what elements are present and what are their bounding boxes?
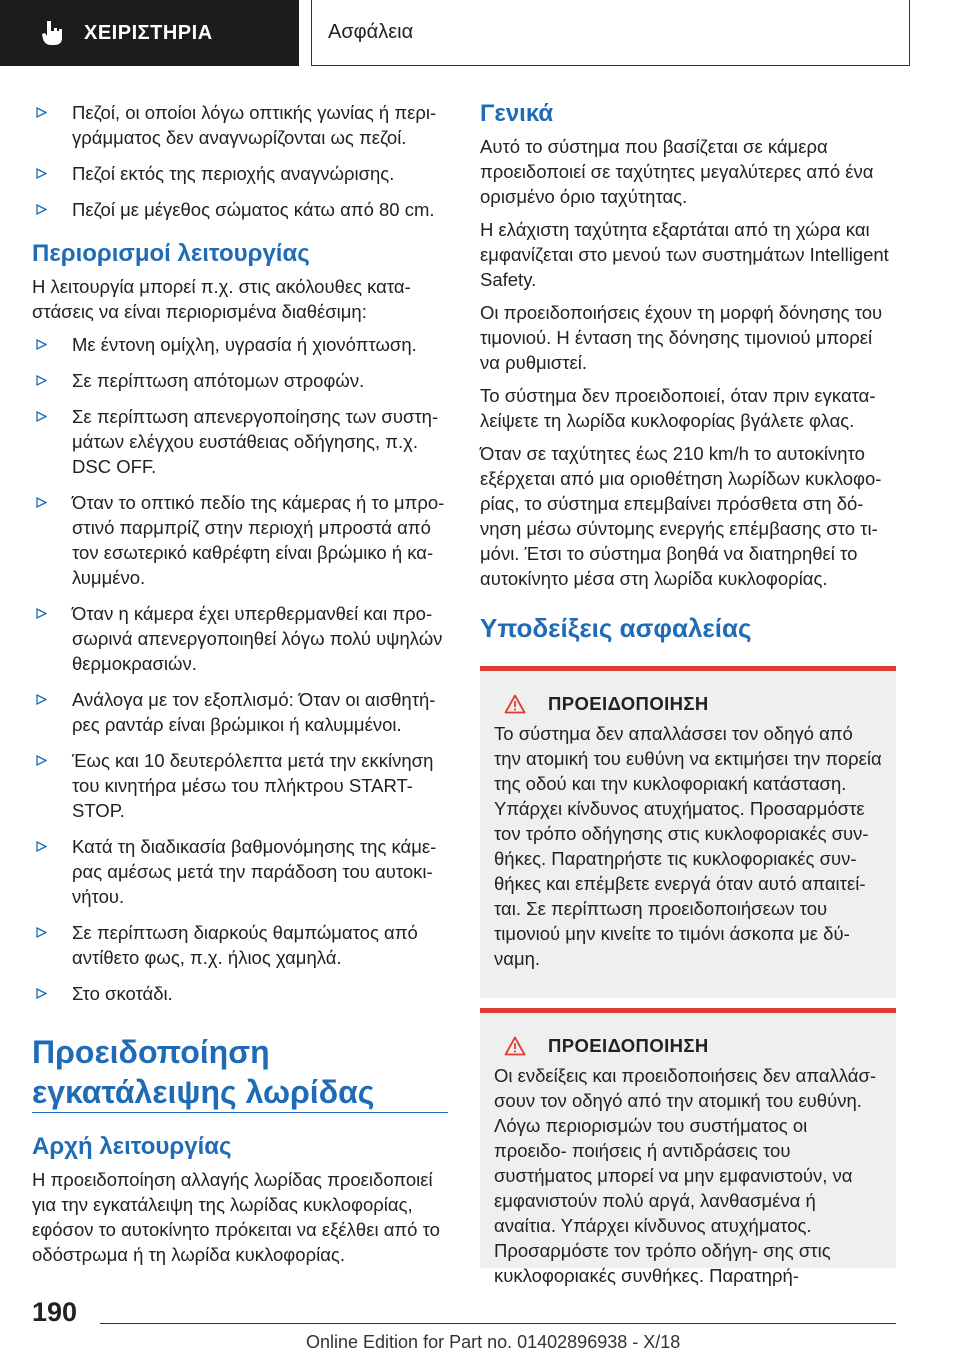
warning-text: Το σύστημα δεν απαλλάσσει τον οδηγό από την ατομική του ευθύνη να εκτιμήσει την πορεία της οδού και την κυκλοφοριακή κατάσταση. Υπάρχει κίνδυνος ατυχήματος. Προσαρμόστε τον τρόπο οδήγησης στις κυκλοφοριακές συν‐ θήκες. Παρατηρήστε τις κυκλοφοριακές συν‐ θήκες και επέμβετε ενεργά όταν αυτό απαιτεί‐ ται. Σε περίπτωση προειδοποιήσεων του τιμονιού μην κινείτε το τιμόνι άσκοπα με δύ‐ ναμη. <box>494 723 882 969</box>
warning-header <box>494 693 882 715</box>
pedestrian-bullet-list <box>32 100 448 222</box>
list-item: Πεζοί εκτός της περιοχής αναγνώρισης. <box>32 161 448 186</box>
general-heading: Γενικά <box>480 100 554 127</box>
triangle-bullet-icon <box>36 608 47 619</box>
principle-heading: Αρχή λειτουργίας <box>32 1133 232 1160</box>
list-item: Πεζοί με μέγεθος σώματος κάτω από 80 cm. <box>32 197 448 222</box>
footer-divider <box>100 1323 896 1324</box>
section-label: Ασφάλεια <box>328 21 414 43</box>
paragraph: Οι προειδοποιήσεις έχουν τη μορφή δόνησης του τιμονιού. Η ένταση της δόνησης τιμονιού μπορεί να ρυθμιστεί. <box>480 302 883 373</box>
paragraph: Αυτό το σύστημα που βασίζεται σε κάμερα προειδοποιεί σε ταχύτητες μεγαλύτερες από ένα ορισμένο όριο ταχύτητας. <box>480 136 874 207</box>
warning-box <box>480 1008 896 1286</box>
limits-bullet-list <box>32 332 448 1006</box>
triangle-bullet-icon <box>36 841 47 852</box>
warning-text: Οι ενδείξεις και προειδοποιήσεις δεν απαλλάσ‐ σουν τον οδηγό από την ατομική του ευθύνη. Λόγω περιορισμών του συστήματος οι προειδο‐ ποιήσεις ή αντιδράσεις του συστήματος μπορεί να μην εμφανιστούν, να εμφανιστούν πολύ αργά, λανθασμένα ή αναίτια. Υπάρχει κίνδυνος ατυχήματος. Προσαρμόστε τον τρόπο οδήγη‐ σης στις κυκλοφοριακές συνθήκες. Παρατηρή‐ <box>494 1065 877 1286</box>
warning-label: ΠΡΟΕΙΔΟΠΟΙΗΣΗ <box>548 693 709 714</box>
right-column <box>480 100 896 1286</box>
paragraph: Όταν σε ταχύτητες έως 210 km/h το αυτοκίνητο εξέρχεται από μια οριοθέτηση λωρίδων κυκλοφο‐ ρίας, το σύστημα επεμβαίνει πρόσθετα στη δό‐ νηση μέσω σύντομης ενεργής επέμβασης στο τι‐ μόνι. Έτσι το σύστημα βοηθά να διατηρηθεί το αυτοκίνητο μέσα στη λωρίδα κυκλοφορίας. <box>480 443 882 589</box>
list-item: Με έντονη ομίχλη, υγρασία ή χιονόπτωση. <box>32 332 448 357</box>
warning-triangle-icon <box>504 694 526 714</box>
triangle-bullet-icon <box>36 497 47 508</box>
heading-divider <box>32 1112 448 1113</box>
triangle-bullet-icon <box>36 988 47 999</box>
triangle-bullet-icon <box>36 375 47 386</box>
page-number: 190 <box>32 1297 78 1327</box>
left-column <box>32 100 448 1275</box>
triangle-bullet-icon <box>36 411 47 422</box>
limits-heading: Περιορισμοί λειτουργίας <box>32 240 310 267</box>
safety-heading: Υποδείξεις ασφαλείας <box>480 613 752 643</box>
principle-text: Η προειδοποίηση αλλαγής λωρίδας προειδοποιεί για την εγκατάλειψη της λωρίδας κυκλοφορίας, εφόσον το αυτοκίνητο πρόκειται να εξέλθει από το οδόστρωμα ή τη λωρίδα κυκλοφορίας. <box>32 1169 440 1265</box>
list-item: Στο σκοτάδι. <box>32 981 448 1006</box>
triangle-bullet-icon <box>36 927 47 938</box>
manual-tab-label: ΧΕΙΡΙΣΤΗΡΙΑ <box>84 21 213 44</box>
warning-header <box>494 1035 882 1057</box>
triangle-bullet-icon <box>36 694 47 705</box>
triangle-bullet-icon <box>36 168 47 179</box>
list-item: Όταν το οπτικό πεδίο της κάμερας ή το μπρο‐ στινό παρμπρίζ στην περιοχή μπροστά από τον εσωτερικό καθρέφτη είναι βρώμικο ή κα‐ λυμμένο. <box>32 490 448 590</box>
triangle-bullet-icon <box>36 107 47 118</box>
paragraph: Η ελάχιστη ταχύτητα εξαρτάται από τη χώρα και εμφανίζεται στο μενού των συστημάτων Intelligent Safety. <box>480 219 889 290</box>
triangle-bullet-icon <box>36 339 47 350</box>
limits-intro: Η λειτουργία μπορεί π.χ. στις ακόλουθες κατα‐ στάσεις να είναι περιορισμένα διαθέσιμη: <box>32 276 411 322</box>
triangle-bullet-icon <box>36 755 47 766</box>
list-item: Όταν η κάμερα έχει υπερθερμανθεί και προ‐ σωρινά απενεργοποιηθεί λόγω πολύ υψηλών θερμοκρασιών. <box>32 601 448 676</box>
paragraph: Το σύστημα δεν προειδοποιεί, όταν πριν εγκατα‐ λείψετε τη λωρίδα κυκλοφορίας βγάλετε φλας. <box>480 385 876 431</box>
hand-pointer-icon <box>38 18 68 48</box>
triangle-bullet-icon <box>36 204 47 215</box>
list-item: Σε περίπτωση απότομων στροφών. <box>32 368 448 393</box>
warning-triangle-icon <box>504 1036 526 1056</box>
list-item: Έως και 10 δευτερόλεπτα μετά την εκκίνηση του κινητήρα μέσω του πλήκτρου START- STOP. <box>32 748 448 823</box>
list-item: Πεζοί, οι οποίοι λόγω οπτικής γωνίας ή περι‐ γράμματος δεν αναγνωρίζονται ως πεζοί. <box>32 100 448 150</box>
warning-box <box>480 666 896 998</box>
list-item: Ανάλογα με τον εξοπλισμό: Όταν οι αισθητή‐ ρες ραντάρ είναι βρώμικοι ή καλυμμένοι. <box>32 687 448 737</box>
manual-tab[interactable] <box>0 0 299 66</box>
warning-label: ΠΡΟΕΙΔΟΠΟΙΗΣΗ <box>548 1035 709 1056</box>
lane-departure-heading: Προειδοποίηση εγκατάλειψης λωρίδας <box>32 1034 375 1110</box>
list-item: Κατά τη διαδικασία βαθμονόμησης της κάμε‐ ρας αμέσως μετά την παράδοση του αυτοκι‐ νήτου. <box>32 834 448 909</box>
list-item: Σε περίπτωση διαρκούς θαμπώματος από αντίθετο φως, π.χ. ήλιος χαμηλά. <box>32 920 448 970</box>
edition-footer[interactable]: Online Edition for Part no. 01402896938 - X/18 <box>306 1332 681 1352</box>
page-header <box>0 0 960 66</box>
list-item: Σε περίπτωση απενεργοποίησης των συστη‐ μάτων ελέγχου ευστάθειας οδήγησης, π.χ. DSC OFF. <box>32 404 448 479</box>
section-tab <box>311 0 910 66</box>
